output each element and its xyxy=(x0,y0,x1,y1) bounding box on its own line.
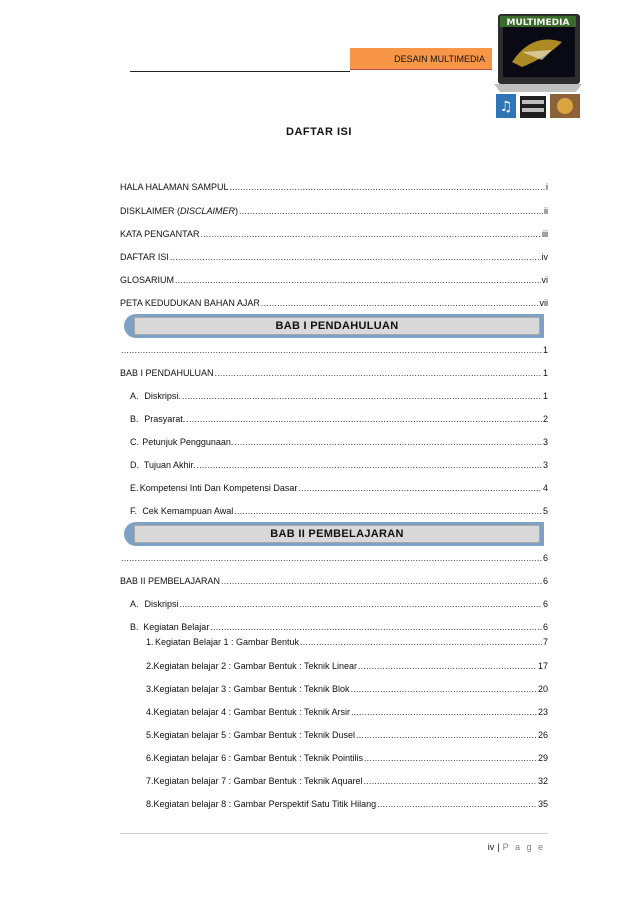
toc-entry[interactable] xyxy=(130,598,548,610)
toc-entry-page: ii xyxy=(544,206,548,216)
page-title: DAFTAR ISI xyxy=(286,126,352,138)
toc-entry-label: Kegiatan belajar 5 : Gambar Bentuk : Teknik Dusel xyxy=(153,730,355,740)
toc-entry-num: C. xyxy=(130,437,139,447)
leader-dots xyxy=(230,181,545,193)
toc-entry[interactable] xyxy=(130,413,548,425)
leader-dots xyxy=(350,683,537,695)
toc-entry-label: Kegiatan belajar 6 : Gambar Bentuk : Teknik Pointilis xyxy=(153,753,363,763)
toc-entry-page: 23 xyxy=(537,707,548,717)
leader-dots xyxy=(121,344,542,356)
leader-dots xyxy=(358,660,537,672)
toc-entry-page: 5 xyxy=(542,506,548,516)
toc-entry-page: 20 xyxy=(537,684,548,694)
toc-entry-label: Prasyarat. xyxy=(144,414,186,424)
toc-entry-num: 4. xyxy=(146,707,154,717)
toc-entry-page: vii xyxy=(539,298,548,308)
leader-dots xyxy=(377,798,537,810)
toc-entry-page: 4 xyxy=(542,483,548,493)
toc-entry-page: 3 xyxy=(542,460,548,470)
toc-entry-label: DISKLAIMER (DISCLAIMER) xyxy=(120,206,239,216)
toc-subentry[interactable] xyxy=(146,752,548,764)
toc-entry-num: B. xyxy=(130,622,139,632)
toc-entry[interactable] xyxy=(120,181,548,193)
toc-entry-label: Diskripsi xyxy=(144,599,179,609)
toc-entry-page: i xyxy=(546,182,548,192)
toc-entry-label: Cek Kemampuan Awal xyxy=(142,506,234,516)
footer-page-number: iv xyxy=(487,842,495,852)
toc-entry[interactable] xyxy=(120,251,548,263)
leader-dots xyxy=(363,775,537,787)
toc-entry-chapter[interactable] xyxy=(120,367,548,379)
toc-entry-page: 29 xyxy=(537,753,548,763)
toc-subentry[interactable] xyxy=(146,775,548,787)
toc-entry-page: 35 xyxy=(537,799,548,809)
toc-entry[interactable] xyxy=(130,505,548,517)
toc-subentry[interactable] xyxy=(146,706,548,718)
multimedia-logo xyxy=(492,12,584,120)
toc-entry-blank[interactable] xyxy=(120,552,548,564)
toc-entry-num: 5. xyxy=(146,730,154,740)
chapter-banner-1 xyxy=(124,314,544,338)
toc-entry-num: A. xyxy=(130,391,139,401)
toc-subentry[interactable] xyxy=(146,660,548,672)
toc-entry-label: Petunjuk Penggunaan. xyxy=(142,437,234,447)
leader-dots xyxy=(351,706,537,718)
leader-dots xyxy=(201,228,541,240)
toc-entry[interactable] xyxy=(130,621,548,633)
toc-entry-label: Kegiatan belajar 7 : Gambar Bentuk : Teknik Aquarel xyxy=(153,776,363,786)
banner-title: BAB II PEMBELAJARAN xyxy=(134,525,540,543)
leader-dots xyxy=(121,552,542,564)
toc-entry-page: 17 xyxy=(537,661,548,671)
toc-entry[interactable] xyxy=(130,459,548,471)
toc-entry-label: GLOSARIUM xyxy=(120,275,175,285)
leader-dots xyxy=(175,274,540,286)
toc-entry-page: 6 xyxy=(542,576,548,586)
toc-entry-page: 32 xyxy=(537,776,548,786)
leader-dots xyxy=(234,505,542,517)
toc-entry-num: 3. xyxy=(146,684,154,694)
leader-dots xyxy=(215,367,542,379)
toc-entry-num: B. xyxy=(130,414,139,424)
page-footer xyxy=(300,842,545,852)
leader-dots xyxy=(300,636,542,648)
leader-dots xyxy=(364,752,537,764)
leader-dots xyxy=(210,621,542,633)
toc-subentry[interactable] xyxy=(146,729,548,741)
leader-dots xyxy=(182,390,542,402)
footer-separator: | xyxy=(497,842,500,852)
toc-entry-page: 7 xyxy=(542,637,548,647)
toc-entry-num: 2. xyxy=(146,661,154,671)
toc-entry-chapter[interactable] xyxy=(120,575,548,587)
leader-dots xyxy=(221,575,542,587)
toc-entry-page: 3 xyxy=(542,437,548,447)
toc-entry-page: 1 xyxy=(542,368,548,378)
toc-entry-num: A. xyxy=(130,599,139,609)
toc-entry-page: 26 xyxy=(537,730,548,740)
toc-entry-label: Kegiatan Belajar xyxy=(143,622,210,632)
toc-entry-label: Diskripsi. xyxy=(144,391,181,401)
svg-text:♫: ♫ xyxy=(499,99,513,115)
toc-entry[interactable] xyxy=(120,205,548,217)
leader-dots xyxy=(186,413,542,425)
toc-entry-num: D. xyxy=(130,460,139,470)
leader-dots xyxy=(180,598,542,610)
toc-entry-label: KATA PENGANTAR xyxy=(120,229,200,239)
leader-dots xyxy=(197,459,542,471)
toc-entry-label: Kompetensi Inti Dan Kompetensi Dasar xyxy=(139,483,298,493)
toc-entry[interactable] xyxy=(120,297,548,309)
toc-entry-label: Kegiatan belajar 3 : Gambar Bentuk : Teknik Blok xyxy=(153,684,350,694)
toc-entry-page: vi xyxy=(541,275,548,285)
toc-entry-page: 1 xyxy=(542,345,548,355)
toc-entry-num: 8. xyxy=(146,799,154,809)
toc-entry-label: DAFTAR ISI xyxy=(120,252,169,262)
toc-entry-num: 1. xyxy=(146,637,154,647)
chapter-banner-2 xyxy=(124,522,544,546)
leader-dots xyxy=(170,251,541,263)
toc-entry-blank[interactable] xyxy=(120,344,548,356)
toc-entry-label: Kegiatan belajar 8 : Gambar Perspektif Satu Titik Hilang xyxy=(153,799,377,809)
footer-page-word: P a g e xyxy=(502,842,545,852)
leader-dots xyxy=(239,205,543,217)
toc-entry-num: 7. xyxy=(146,776,154,786)
toc-entry-label: BAB II PEMBELAJARAN xyxy=(120,576,221,586)
toc-entry-num: F. xyxy=(130,506,138,516)
toc-entry-page: 2 xyxy=(542,414,548,424)
toc-entry-label: Kegiatan belajar 2 : Gambar Bentuk : Teknik Linear xyxy=(153,661,357,671)
toc-subentry[interactable] xyxy=(146,636,548,648)
toc-entry-page: 6 xyxy=(542,622,548,632)
header-rule xyxy=(130,71,350,72)
banner-title: BAB I PENDAHULUAN xyxy=(134,317,540,335)
toc-entry-num: E. xyxy=(130,483,139,493)
toc-entry-label: PETA KEDUDUKAN BAHAN AJAR xyxy=(120,298,260,308)
toc-entry[interactable] xyxy=(130,390,548,402)
toc-entry[interactable] xyxy=(130,482,548,494)
toc-entry-label: HALA HALAMAN SAMPUL xyxy=(120,182,229,192)
header-tab: DESAIN MULTIMEDIA xyxy=(350,48,493,70)
toc-entry-page: 6 xyxy=(542,553,548,563)
leader-dots xyxy=(261,297,539,309)
toc-subentry[interactable] xyxy=(146,683,548,695)
toc-entry[interactable] xyxy=(120,274,548,286)
toc-entry-label: BAB I PENDAHULUAN xyxy=(120,368,214,378)
toc-entry[interactable] xyxy=(130,436,548,448)
toc-entry[interactable] xyxy=(120,228,548,240)
toc-entry-page: iv xyxy=(541,252,548,262)
toc-entry-page: 1 xyxy=(542,391,548,401)
leader-dots xyxy=(234,436,542,448)
leader-dots xyxy=(298,482,542,494)
toc-entry-page: iii xyxy=(542,229,548,239)
toc-entry-label: Tujuan Akhir. xyxy=(143,460,196,470)
toc-subentry[interactable] xyxy=(146,798,548,810)
footer-rule xyxy=(120,833,548,834)
toc-entry-label: Kegiatan Belajar 1 : Gambar Bentuk xyxy=(154,637,300,647)
logo-text: MULTIMEDIA xyxy=(506,18,570,28)
toc-entry-page: 6 xyxy=(542,599,548,609)
toc-entry-label: Kegiatan belajar 4 : Gambar Bentuk : Teknik Arsir xyxy=(153,707,350,717)
toc-entry-num: 6. xyxy=(146,753,154,763)
leader-dots xyxy=(356,729,537,741)
